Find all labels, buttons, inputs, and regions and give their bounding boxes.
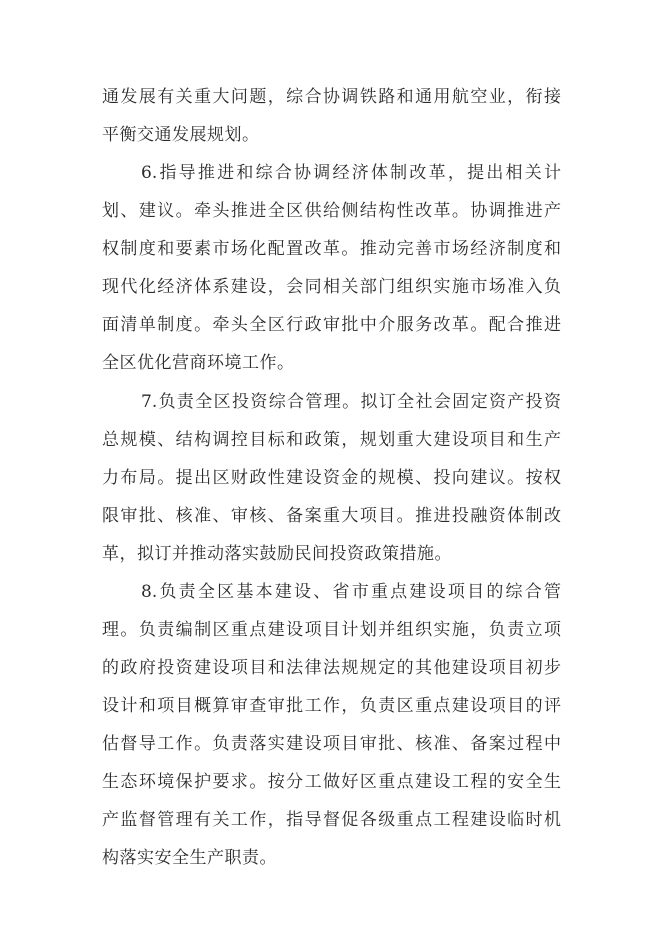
paragraph-8-heading: 8.负责全区基本建设、省市重点建设项目的综合管 <box>141 582 561 602</box>
text-line: 产监督管理有关工作，指导督促各级重点工程建设临时机 <box>102 810 561 830</box>
text-line: 理。负责编制区重点建设项目计划并组织实施，负责立项 <box>102 620 561 640</box>
text-line: 的政府投资建设项目和法律法规规定的其他建设项目初步 <box>102 658 561 678</box>
text-line: 设计和项目概算审查审批工作，负责区重点建设项目的评 <box>102 696 561 716</box>
text-line: 权制度和要素市场化配置改革。推动完善市场经济制度和 <box>102 239 561 259</box>
text-line: 估督导工作。负责落实建设项目审批、核准、备案过程中 <box>102 734 561 754</box>
text-line: 构落实安全生产职责。 <box>102 848 277 868</box>
text-line: 全区优化营商环境工作。 <box>102 353 295 373</box>
text-line: 力布局。提出区财政性建设资金的规模、投向建议。按权 <box>102 468 561 488</box>
paragraph-7-heading: 7.负责全区投资综合管理。拟订全社会固定资产投资 <box>141 392 561 412</box>
paragraph-6-heading: 6.指导推进和综合协调经济体制改革，提出相关计 <box>141 163 561 183</box>
text-line: 划、建议。牵头推进全区供给侧结构性改革。协调推进产 <box>102 201 561 221</box>
text-line: 面清单制度。牵头全区行政审批中介服务改革。配合推进 <box>102 315 561 335</box>
text-line: 生态环境保护要求。按分工做好区重点建设工程的安全生 <box>102 772 561 792</box>
text-line: 总规模、结构调控目标和政策，规划重大建设项目和生产 <box>102 430 561 450</box>
text-line: 现代化经济体系建设，会同相关部门组织实施市场准入负 <box>102 277 561 297</box>
text-line: 通发展有关重大问题，综合协调铁路和通用航空业，衔接 <box>102 87 561 107</box>
text-line: 平衡交通发展规划。 <box>102 125 260 145</box>
text-line: 限审批、核准、审核、备案重大项目。推进投融资体制改 <box>102 506 561 526</box>
text-line: 革，拟订并推动落实鼓励民间投资政策措施。 <box>102 544 452 564</box>
